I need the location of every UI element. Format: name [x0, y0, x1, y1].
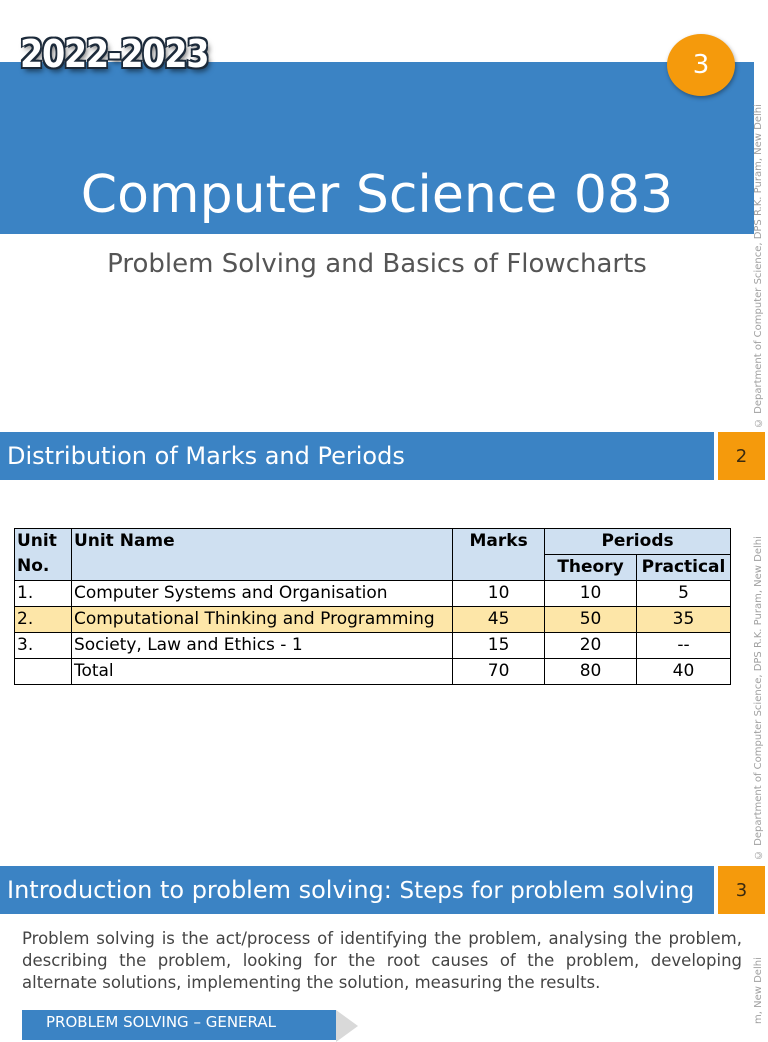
table-row-total — [15, 659, 731, 685]
header-unit-no: Unit No. — [15, 529, 72, 581]
page-number-circle — [667, 34, 735, 96]
cell-marks: 70 — [453, 659, 545, 685]
section-header-text: Distribution of Marks and Periods — [7, 442, 405, 470]
section-number: 3 — [735, 879, 748, 901]
section-number: 2 — [735, 445, 748, 467]
section-header-bold: Introduction to problem solving: — [7, 876, 392, 904]
cell-unit-name: Computer Systems and Organisation — [71, 581, 452, 607]
cell-theory: 80 — [545, 659, 637, 685]
cell-unit-no: 1. — [15, 581, 72, 607]
cell-unit-no: 2. — [15, 607, 72, 633]
section-number-badge — [718, 866, 765, 914]
cell-unit-name: Computational Thinking and Programming — [71, 607, 452, 633]
intro-paragraph: Problem solving is the act/process of identifying the problem, analysing the problem, describing the problem, looking for the root causes of the problem, developing alternate solutions, implementing the solution, measuring the results. — [22, 929, 742, 992]
copyright-watermark: © Department of Computer Science, DPS R.K. Puram, New Delhi — [753, 536, 764, 860]
page-subtitle: Problem Solving and Basics of Flowcharts — [107, 249, 647, 279]
header-practical: Practical — [636, 555, 730, 581]
cell-unit-name: Society, Law and Ethics - 1 — [71, 633, 452, 659]
tab-arrow-shape — [336, 1010, 358, 1042]
copyright-watermark: m, New Delhi — [753, 957, 764, 1024]
problem-solving-tab: PROBLEM SOLVING – GENERAL — [22, 1010, 336, 1040]
copyright-watermark: © Department of Computer Science, DPS R.K. Puram, New Delhi — [753, 104, 764, 428]
cell-marks: 45 — [453, 607, 545, 633]
cell-unit-no — [15, 659, 72, 685]
page-number: 3 — [692, 50, 710, 80]
section-header-light: Steps for problem solving — [399, 878, 695, 904]
cell-practical: 40 — [636, 659, 730, 685]
cell-practical: 5 — [636, 581, 730, 607]
year-badge: 2022-2023 — [20, 32, 209, 76]
cell-theory: 10 — [545, 581, 637, 607]
table-row — [15, 581, 731, 607]
cell-unit-no: 3. — [15, 633, 72, 659]
table-row — [15, 633, 731, 659]
cell-unit-name: Total — [71, 659, 452, 685]
section-header-marks — [0, 432, 714, 480]
cell-theory: 50 — [545, 607, 637, 633]
cell-theory: 20 — [545, 633, 637, 659]
section-header-intro — [0, 866, 714, 914]
marks-table — [14, 528, 731, 685]
cell-practical: -- — [636, 633, 730, 659]
cell-marks: 15 — [453, 633, 545, 659]
table-row-highlighted — [15, 607, 731, 633]
header-marks: Marks — [453, 529, 545, 581]
header-periods: Periods — [545, 529, 731, 555]
header-unit-name: Unit Name — [71, 529, 452, 581]
cell-practical: 35 — [636, 607, 730, 633]
page-title: Computer Science 083 — [80, 165, 674, 225]
section-number-badge — [718, 432, 765, 480]
header-theory: Theory — [545, 555, 637, 581]
cell-marks: 10 — [453, 581, 545, 607]
